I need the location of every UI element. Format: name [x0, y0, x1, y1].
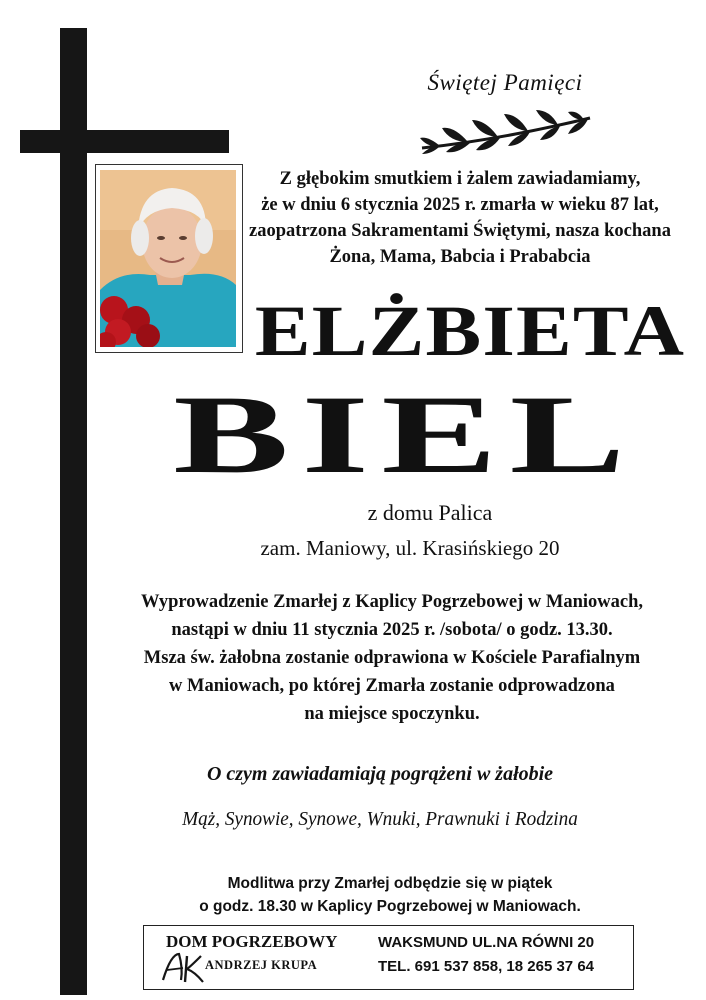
funeral-home-logo-icon: [159, 950, 207, 984]
mourners-list: Mąż, Synowie, Synowe, Wnuki, Prawnuki i Rodzina: [182, 808, 578, 830]
funeral-home-owner: ANDRZEJ KRUPA: [205, 958, 318, 972]
residence-address: zam. Maniowy, ul. Krasińskiego 20: [260, 536, 560, 560]
header-title: Świętej Pamięci: [427, 70, 583, 95]
announcement-line: Żona, Mama, Babcia i Prababcia: [329, 247, 591, 267]
maiden-name: z domu Palica: [367, 500, 493, 525]
funeral-home-address: WAKSMUND UL.NA RÓWNI 20: [378, 934, 595, 951]
cross-vertical-beam: [60, 28, 87, 995]
funeral-details: [90, 588, 694, 728]
announcement-line: że w dniu 6 stycznia 2025 r. zmarła w wieku 87 lat,: [261, 195, 659, 215]
funeral-line: na miejsce spoczynku.: [304, 704, 480, 724]
palm-branch-icon: [418, 110, 594, 154]
prayer-notice: [110, 872, 670, 918]
prayer-line: Modlitwa przy Zmarłej odbędzie się w piątek: [227, 875, 553, 892]
deceased-first-name: ELŻBIETA: [254, 291, 686, 371]
deceased-last-name: BIEL: [173, 373, 638, 497]
announcement-text: [240, 166, 680, 270]
funeral-line: w Maniowach, po której Zmarła zostanie odprowadzona: [169, 676, 615, 696]
funeral-home-name: DOM POGRZEBOWY: [166, 932, 338, 951]
cross-horizontal-beam: [20, 130, 229, 153]
funeral-line: Wyprowadzenie Zmarłej z Kaplicy Pogrzebowej w Maniowach,: [141, 592, 643, 612]
announcement-line: Z głębokim smutkiem i żalem zawiadamiamy,: [279, 169, 641, 189]
funeral-line: nastąpi w dniu 11 stycznia 2025 r. /sobota/ o godz. 13.30.: [171, 620, 613, 640]
prayer-line: o godz. 18.30 w Kaplicy Pogrzebowej w Maniowach.: [199, 898, 581, 915]
funeral-home-phone: TEL. 691 537 858, 18 265 37 64: [378, 958, 594, 975]
announcement-line: zaopatrzona Sakramentami Świętymi, nasza kochana: [249, 221, 671, 241]
funeral-line: Msza św. żałobna zostanie odprawiona w Kościele Parafialnym: [143, 648, 641, 668]
informers-line: O czym zawiadamiają pogrążeni w żałobie: [206, 763, 554, 785]
